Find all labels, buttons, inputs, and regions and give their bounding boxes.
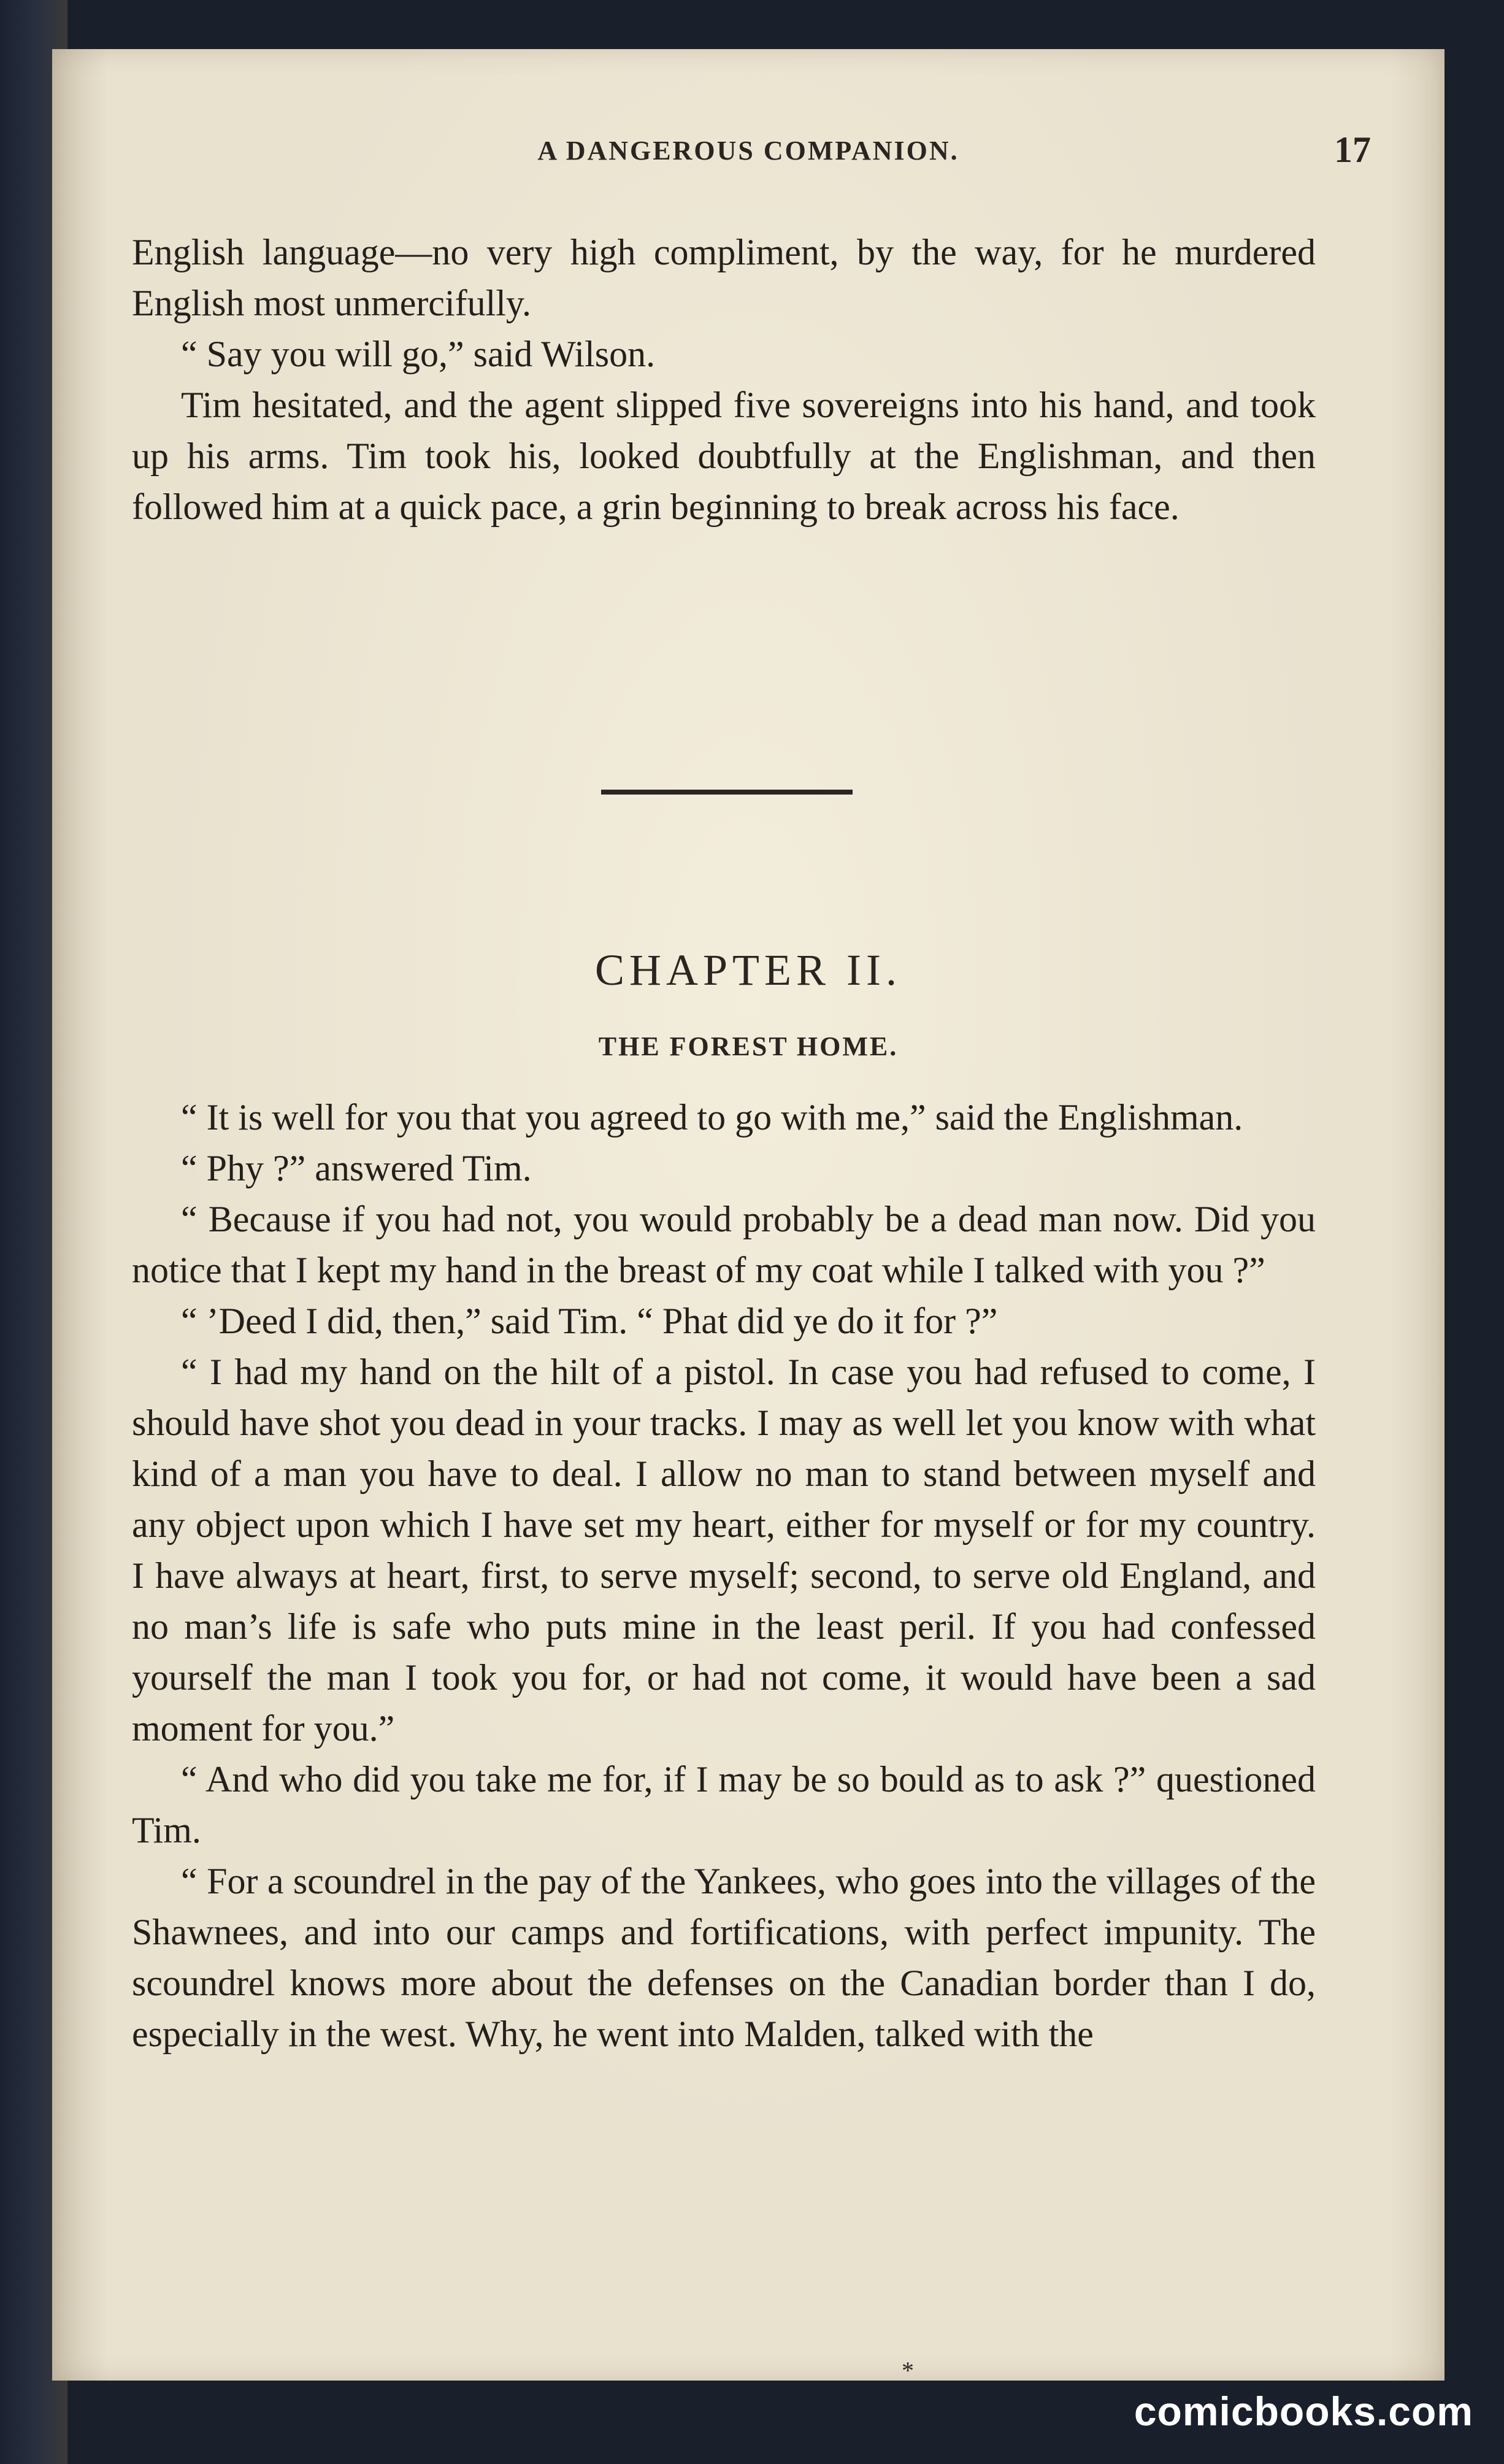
chapter-title: CHAPTER II.: [595, 945, 902, 995]
paragraph: “ And who did you take me for, if I may be so bould as to ask ?” questioned Tim.: [132, 1759, 1316, 1850]
top-text-block: [132, 227, 1316, 533]
chapter-subtitle: THE FOREST HOME.: [598, 1031, 899, 1061]
paragraph: “ ’Deed I did, then,” said Tim. “ Phat did ye do it for ?”: [181, 1301, 998, 1341]
paragraph: “ I had my hand on the hilt of a pistol. In case you had refused to come, I should have shot you dead in your tracks. I may as well let you know with what kind of a man you have to deal. I allow no man to stand between myself and any object upon which I have set my heart, either for myself or for my country. I have always at heart, first, to serve myself; second, to serve old England, and no man’s life is safe who puts mine in the least peril. If you had confessed yourself the man I took you for, or had not come, it would have been a sad moment for you.”: [132, 1352, 1316, 1749]
paragraph: Tim hesitated, and the agent slipped five sovereigns into his hand, and took up his arms. Tim took his, looked doubtfully at the Englishman, and then followed him at a quick pace, a grin beginning to break across his face.: [132, 385, 1316, 527]
section-divider-rule: [601, 790, 853, 795]
chapter-text-block: [132, 1092, 1316, 2060]
paragraph: “ Phy ?” answered Tim.: [181, 1148, 532, 1188]
book-page: [52, 49, 1445, 2384]
signature-mark: *: [902, 2357, 914, 2384]
paragraph: “ It is well for you that you agreed to go with me,” said the Englishman.: [181, 1097, 1243, 1138]
page-number: 17: [1334, 129, 1371, 170]
paragraph: English language—no very high compliment, by the way, for he murdered English most unmercifully.: [132, 232, 1316, 323]
paragraph: “ Because if you had not, you would probably be a dead man now. Did you notice that I kept my hand in the breast of my coat while I talked with you ?”: [132, 1199, 1316, 1290]
watermark: comicbooks.com: [1134, 2389, 1473, 2434]
running-head: A DANGEROUS COMPANION.: [537, 136, 959, 166]
paragraph: “ Say you will go,” said Wilson.: [181, 334, 656, 374]
paragraph: “ For a scoundrel in the pay of the Yankees, who goes into the villages of the Shawnees, and into our camps and fortifications, with perfect impunity. The scoundrel knows more about the defenses on the Canadian border than I do, especially in the west. Why, he went into Malden, talked with the: [132, 1861, 1316, 2054]
